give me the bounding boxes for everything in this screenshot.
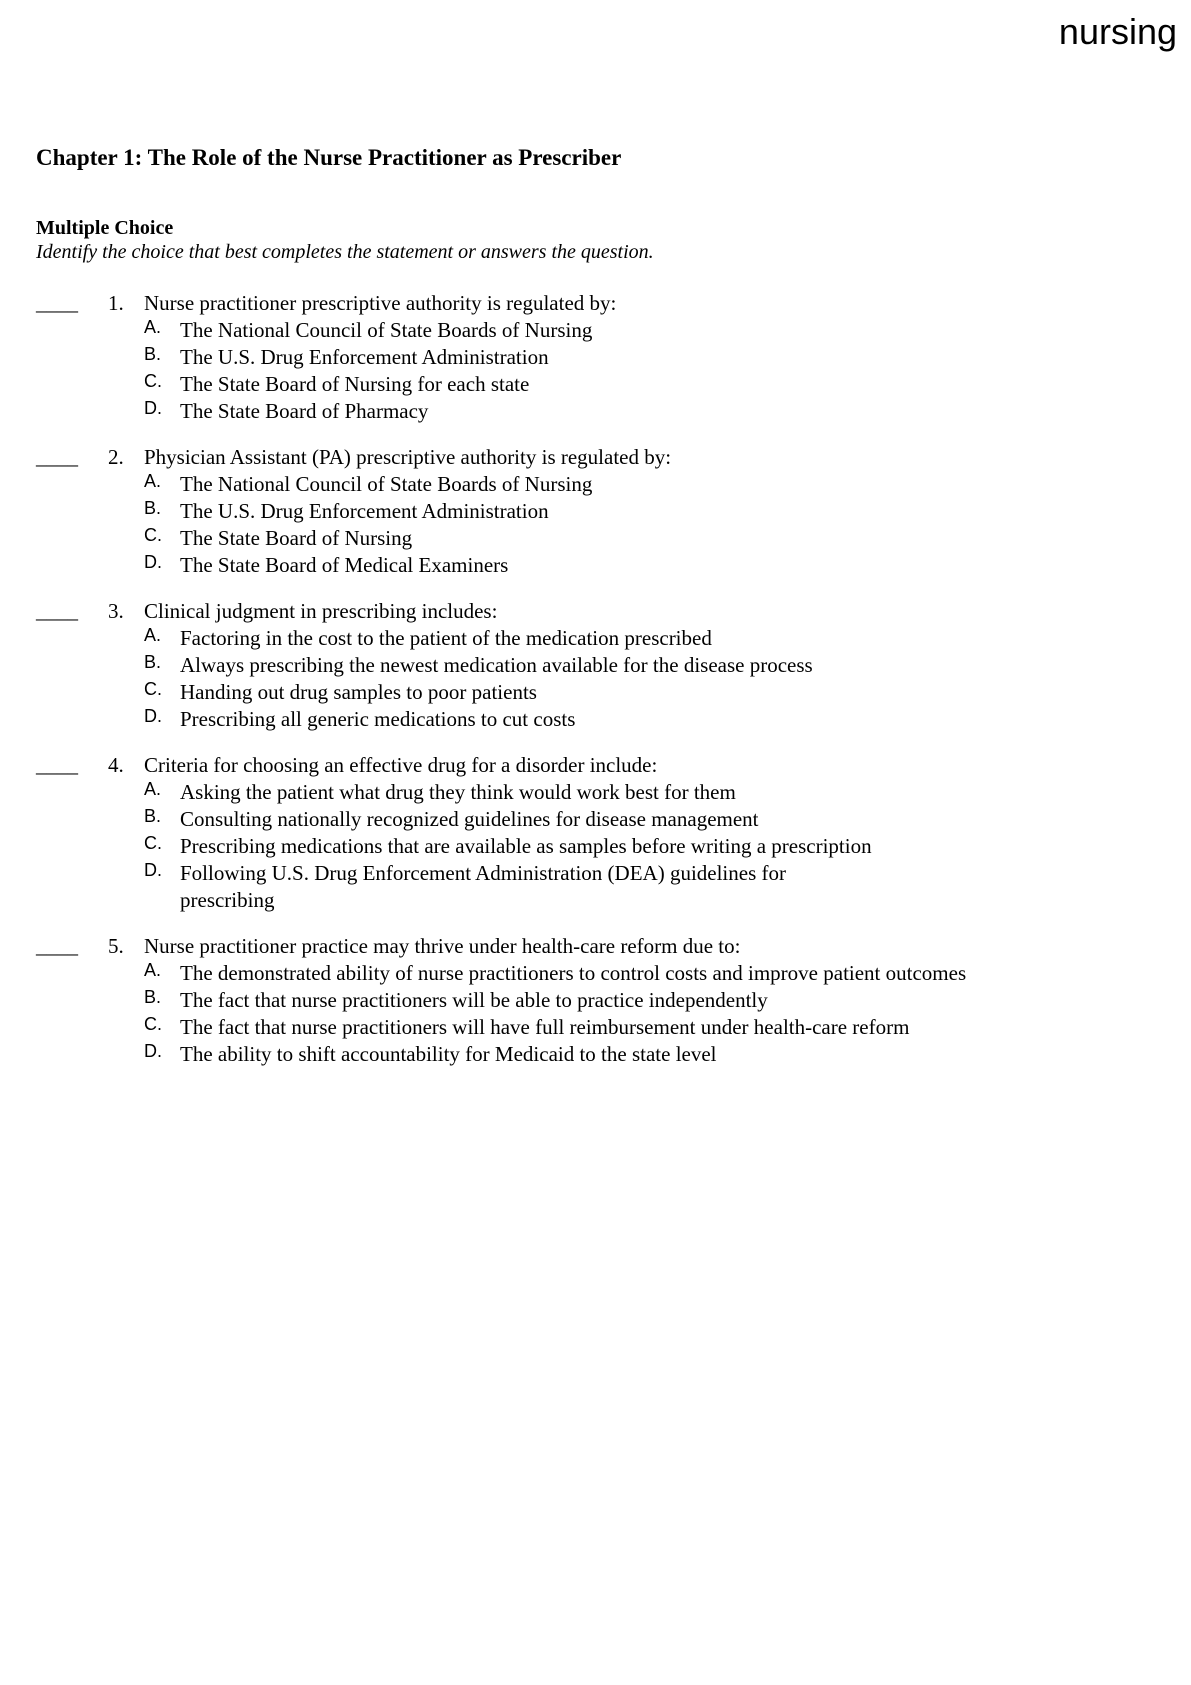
choice-letter: B.	[144, 498, 162, 518]
answer-blank[interactable]: ____	[36, 753, 78, 777]
choice-text: The National Council of State Boards of Nursing	[180, 472, 593, 496]
choice-letter: B.	[144, 806, 162, 826]
section-instructions: Identify the choice that best completes the statement or answers the question.	[36, 241, 654, 263]
choice-b	[0, 344, 1191, 371]
section-heading: Multiple Choice	[36, 217, 174, 239]
choice-list	[0, 960, 1191, 1068]
question-number: 3.	[108, 599, 124, 623]
choice-letter: A.	[144, 471, 162, 491]
choice-d	[0, 552, 1191, 579]
choice-text: Always prescribing the newest medication available for the disease process	[180, 653, 813, 677]
question-5	[0, 933, 1191, 1068]
question-number: 5.	[108, 934, 124, 958]
choice-letter: C.	[144, 1014, 162, 1034]
question-number: 2.	[108, 445, 124, 469]
question-stem: Physician Assistant (PA) prescriptive authority is regulated by:	[144, 445, 672, 469]
question-1	[0, 290, 1191, 425]
choice-text: Asking the patient what drug they think would work best for them	[180, 780, 736, 804]
question-stem-row	[0, 598, 1191, 625]
choice-letter: D.	[144, 398, 162, 418]
choice-text: The ability to shift accountability for Medicaid to the state level	[180, 1042, 717, 1066]
question-stem: Nurse practitioner practice may thrive under health-care reform due to:	[144, 934, 741, 958]
choice-text: The National Council of State Boards of Nursing	[180, 318, 593, 342]
question-stem-row	[0, 444, 1191, 471]
choice-b	[0, 498, 1191, 525]
choice-text: The State Board of Nursing	[180, 526, 413, 550]
choice-letter: A.	[144, 625, 162, 645]
choice-d	[0, 706, 1191, 733]
choice-b	[0, 652, 1191, 679]
choice-d	[0, 398, 1191, 425]
choice-letter: D.	[144, 1041, 162, 1061]
choice-letter: A.	[144, 317, 162, 337]
question-4	[0, 752, 1191, 914]
answer-blank[interactable]: ____	[36, 934, 78, 958]
choice-text: Following U.S. Drug Enforcement Administration (DEA) guidelines for prescribing	[180, 861, 786, 912]
choice-a	[0, 625, 1191, 652]
choice-letter: C.	[144, 679, 162, 699]
question-stem: Clinical judgment in prescribing includes:	[144, 599, 498, 623]
choice-text: Handing out drug samples to poor patients	[180, 680, 537, 704]
choice-text: The demonstrated ability of nurse practitioners to control costs and improve patient outcomes	[180, 961, 967, 985]
choice-text: The fact that nurse practitioners will have full reimbursement under health-care reform	[180, 1015, 910, 1039]
choice-letter: D.	[144, 706, 162, 726]
chapter-title: Chapter 1: The Role of the Nurse Practitioner as Prescriber	[36, 145, 622, 170]
question-list	[0, 290, 1191, 1087]
choice-text: The State Board of Nursing for each state	[180, 372, 530, 396]
choice-letter: C.	[144, 371, 162, 391]
choice-b	[0, 806, 1191, 833]
question-2	[0, 444, 1191, 579]
choice-text: Factoring in the cost to the patient of the medication prescribed	[180, 626, 712, 650]
choice-a	[0, 317, 1191, 344]
answer-blank[interactable]: ____	[36, 599, 78, 623]
choice-list	[0, 317, 1191, 425]
choice-letter: B.	[144, 652, 162, 672]
choice-d	[0, 1041, 1191, 1068]
question-stem-row	[0, 752, 1191, 779]
choice-list	[0, 779, 1191, 914]
choice-letter: D.	[144, 552, 162, 572]
choice-c	[0, 371, 1191, 398]
choice-letter: A.	[144, 960, 162, 980]
choice-text: The U.S. Drug Enforcement Administration	[180, 345, 549, 369]
choice-c	[0, 833, 1191, 860]
choice-b	[0, 987, 1191, 1014]
choice-a	[0, 471, 1191, 498]
question-stem-row	[0, 290, 1191, 317]
choice-text: The State Board of Medical Examiners	[180, 553, 509, 577]
choice-letter: B.	[144, 987, 162, 1007]
choice-c	[0, 525, 1191, 552]
answer-blank[interactable]: ____	[36, 291, 78, 315]
answer-blank[interactable]: ____	[36, 445, 78, 469]
question-stem: Nurse practitioner prescriptive authority is regulated by:	[144, 291, 617, 315]
choice-d	[0, 860, 1191, 914]
choice-letter: C.	[144, 833, 162, 853]
choice-text: Prescribing all generic medications to cut costs	[180, 707, 576, 731]
choice-text: Prescribing medications that are available as samples before writing a prescription	[180, 834, 872, 858]
choice-text: The fact that nurse practitioners will be able to practice independently	[180, 988, 768, 1012]
choice-list	[0, 471, 1191, 579]
choice-letter: C.	[144, 525, 162, 545]
choice-letter: B.	[144, 344, 162, 364]
choice-text: Consulting nationally recognized guidelines for disease management	[180, 807, 759, 831]
choice-text: The U.S. Drug Enforcement Administration	[180, 499, 549, 523]
question-number: 4.	[108, 753, 124, 777]
header-label: nursing	[1058, 11, 1177, 52]
question-number: 1.	[108, 291, 124, 315]
choice-list	[0, 625, 1191, 733]
choice-a	[0, 960, 1191, 987]
question-stem: Criteria for choosing an effective drug for a disorder include:	[144, 753, 658, 777]
choice-c	[0, 1014, 1191, 1041]
question-stem-row	[0, 933, 1191, 960]
question-3	[0, 598, 1191, 733]
choice-c	[0, 679, 1191, 706]
choice-text: The State Board of Pharmacy	[180, 399, 429, 423]
choice-letter: A.	[144, 779, 162, 799]
choice-a	[0, 779, 1191, 806]
choice-letter: D.	[144, 860, 162, 880]
